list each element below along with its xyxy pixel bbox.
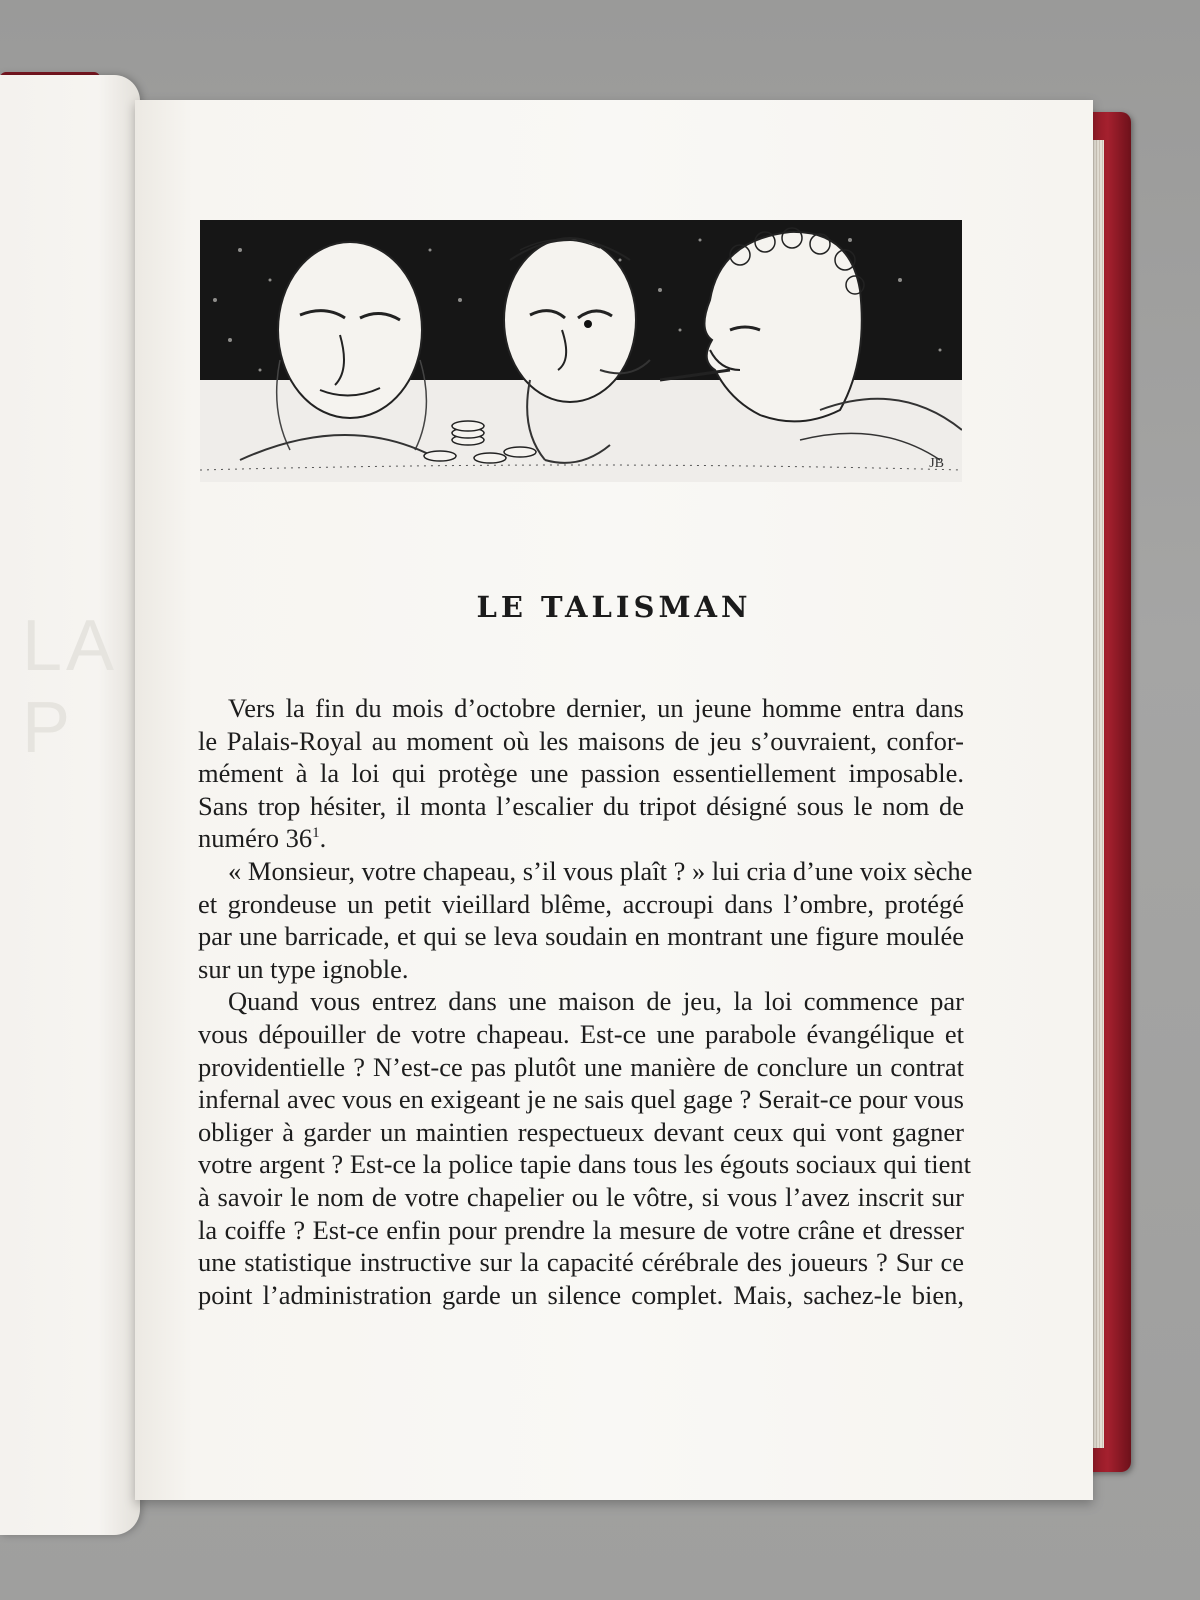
text-line: la coiffe ? Est-ce enfin pour prendre la mesure de votre crâne et dresser	[198, 1214, 964, 1245]
text-line: sur un type ignoble.	[198, 953, 409, 984]
chapter-title: LE TALISMAN	[476, 590, 752, 624]
paragraph-2	[198, 855, 973, 985]
text-line: et grondeuse un petit vieillard blême, accroupi dans l’ombre, protégé	[198, 888, 964, 919]
text-line: Vers la fin du mois d’octobre dernier, un jeune homme entra dans	[228, 693, 964, 723]
footnote-marker[interactable]: 1	[312, 825, 320, 842]
text-line: à savoir le nom de votre chapelier ou le vôtre, si vous l’avez inscrit sur	[198, 1181, 964, 1212]
caricature-three-gamblers-icon	[200, 220, 962, 482]
text-line: point l’administration garde un silence complet. Mais, sachez-le bien,	[198, 1279, 964, 1310]
text-line: Quand vous entrez dans une maison de jeu, la loi commence par	[228, 986, 964, 1017]
text-line: le Palais-Royal au moment où les maisons de jeu s’ouvraient, confor-	[198, 725, 964, 756]
text-line: une statistique instructive sur la capacité cérébrale des joueurs ? Sur ce	[198, 1247, 964, 1278]
illustration-signature: JB	[929, 456, 944, 471]
text-line-fragment: numéro 36	[198, 823, 313, 854]
text-line: votre argent ? Est-ce la police tapie dans tous les égouts sociaux qui tient	[198, 1149, 971, 1180]
text-line: infernal avec vous en exigeant je ne sais quel gage ? Serait-ce pour vous	[198, 1084, 964, 1115]
text-line-end: .	[319, 823, 327, 854]
text-line: Sans trop hésiter, il monta l’escalier du tripot désigné sous le nom de	[198, 790, 964, 821]
text-line: vous dépouiller de votre chapeau. Est-ce une parabole évangélique et	[198, 1018, 964, 1049]
chapter-body	[198, 692, 973, 1311]
text-line: « Monsieur, votre chapeau, s’il vous plaît ? » lui cria d’une voix sèche	[228, 855, 973, 886]
text-line: mément à la loi qui protège une passion essentiellement imposable.	[198, 758, 964, 789]
left-page-show-through-text: LA P	[22, 606, 115, 768]
paragraph-3	[198, 985, 971, 1311]
text-line	[168, 822, 964, 855]
text-line: providentielle ? N’est-ce pas plutôt une manière de conclure un contrat	[198, 1051, 964, 1082]
left-page	[0, 75, 140, 1535]
paragraph-1	[198, 692, 964, 855]
text-line: obliger à garder un maintien respectueux devant ceux qui vont gagner	[198, 1116, 964, 1147]
text-line: par une barricade, et qui se leva soudain en montrant une figure moulée	[198, 921, 964, 952]
